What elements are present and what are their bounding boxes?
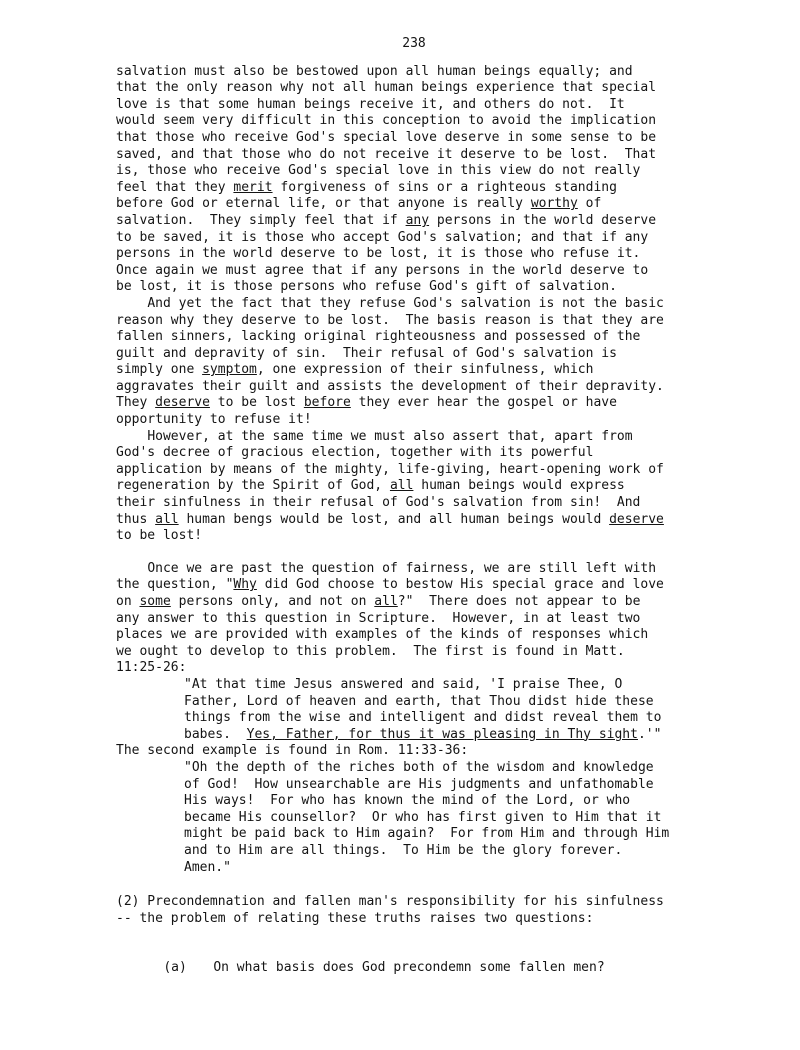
text-run: persons in the world deserve to be saved, it is those who accept God's salvation; and that if any persons in the world deserve to be lost, it is those who refuse it. Once again we must agree that if any persons in the world deserve to be lost, it is those persons who refuse God's gift of salvation. — [116, 212, 657, 295]
quote-matthew — [184, 677, 712, 743]
quote-romans: "Oh the depth of the riches both of the wisdom and knowledge of God! How unsearchable are His judgments and unfathomable His ways! For who has known the mind of the Lord, or who became His counsellor? Or who has first given to Him that it might be paid back to Him again? For from Him and through Him and to Him are all things. To Him be the glory forever. Amen." — [184, 759, 670, 875]
underlined-text: some — [139, 594, 171, 609]
text-run: to be lost! — [116, 528, 203, 544]
underlined-text: all — [374, 594, 398, 609]
text-run: human bengs would be lost, and all human beings would — [178, 511, 610, 527]
paragraph-salvation-equality — [116, 64, 712, 296]
underlined-text: merit — [233, 179, 273, 195]
text-run: And yet the fact that they refuse God's salvation is not the basic reason why they deserve to be lost. The basis reason is that they are fallen sinners, lacking original righteousness and possessed of the guilt and depravity of sin. Their refusal of God's salvation is simply one — [116, 295, 664, 378]
underlined-text: deserve — [609, 511, 664, 527]
text-run: However, at the same time we must also assert that, apart from God's decree of gracious election, together with its powerful application by means of the mighty, life-giving, heart-opening work of regeneration by the Spirit of God, — [116, 428, 664, 494]
question-item-a-text: On what basis does God precondemn some fallen men? — [213, 959, 605, 975]
paragraph-gracious-election — [116, 429, 712, 545]
question-item-a-label: (a) — [163, 959, 187, 975]
text-run: they ever hear the gospel or have opportunity to refuse it! — [116, 395, 617, 428]
underlined-text: deserve — [155, 395, 210, 411]
text-run: "At that time Jesus answered and said, 'I praise Thee, O Father, Lord of heaven and earth, that Thou didst hide these things from the wise and intelligent and didst reveal them to babes. — [184, 676, 662, 742]
text-run: , one expression of their sinfulness, which aggravates their guilt and assists the development of their depravity. They — [116, 362, 664, 411]
text-run: ?" There does not appear to be any answer to this question in Scripture. However, in at least two places we are provided with examples of the kinds of responses which we ought to develop to this problem. The first is found in Matt. 11:25-26: — [116, 594, 649, 676]
paragraph-second-example: The second example is found in Rom. 11:33-36: — [116, 743, 469, 759]
text-run: Once we are past the question of fairness, we are still left with the question, " — [116, 560, 657, 593]
underlined-text: worthy — [530, 196, 578, 212]
text-run: human beings would express their sinfulness in their refusal of God's salvation from sin! And thus — [116, 478, 641, 527]
text-run: salvation must also be bestowed upon all human beings equally; and that the only reason why not all human beings experience that special love is that some human beings receive it, and others do not. It would seem very difficult in this conception to avoid the implication that those who receive God's special love deserve in some sense to be saved, and that those who do not receive it deserve to be lost. That is, those who receive God's special love in this view do not really feel that they — [116, 63, 657, 195]
section-precondemnation-heading: (2) Precondemnation and fallen man's responsibility for his sinfulness -- the problem of relating these truths raises two questions: — [116, 894, 664, 926]
underlined-text: any — [405, 212, 430, 228]
underlined-text: symptom — [202, 362, 257, 378]
text-run: persons only, and not on — [170, 594, 375, 609]
text-run: forgiveness of sins or a righteous standing before God or eternal life, or that anyone is really — [116, 179, 617, 212]
underlined-text: all — [389, 478, 414, 494]
page-number: 238 — [402, 36, 426, 51]
text-run: did God choose to bestow His special grace and love on — [116, 577, 664, 609]
text-run: .'" — [637, 726, 662, 742]
underlined-text: all — [155, 511, 179, 527]
underlined-text: Yes, Father, for thus it was pleasing in Thy sight — [246, 726, 638, 742]
text-run: of salvation. They simply feel that if — [116, 196, 602, 228]
text-run: to be lost — [209, 395, 304, 411]
paragraph-question-of-why — [116, 561, 712, 677]
underlined-text: before — [303, 395, 351, 411]
paragraph-refusal-not-basic-reason — [116, 296, 712, 429]
question-item-a — [132, 943, 712, 993]
underlined-text: Why — [233, 577, 257, 593]
